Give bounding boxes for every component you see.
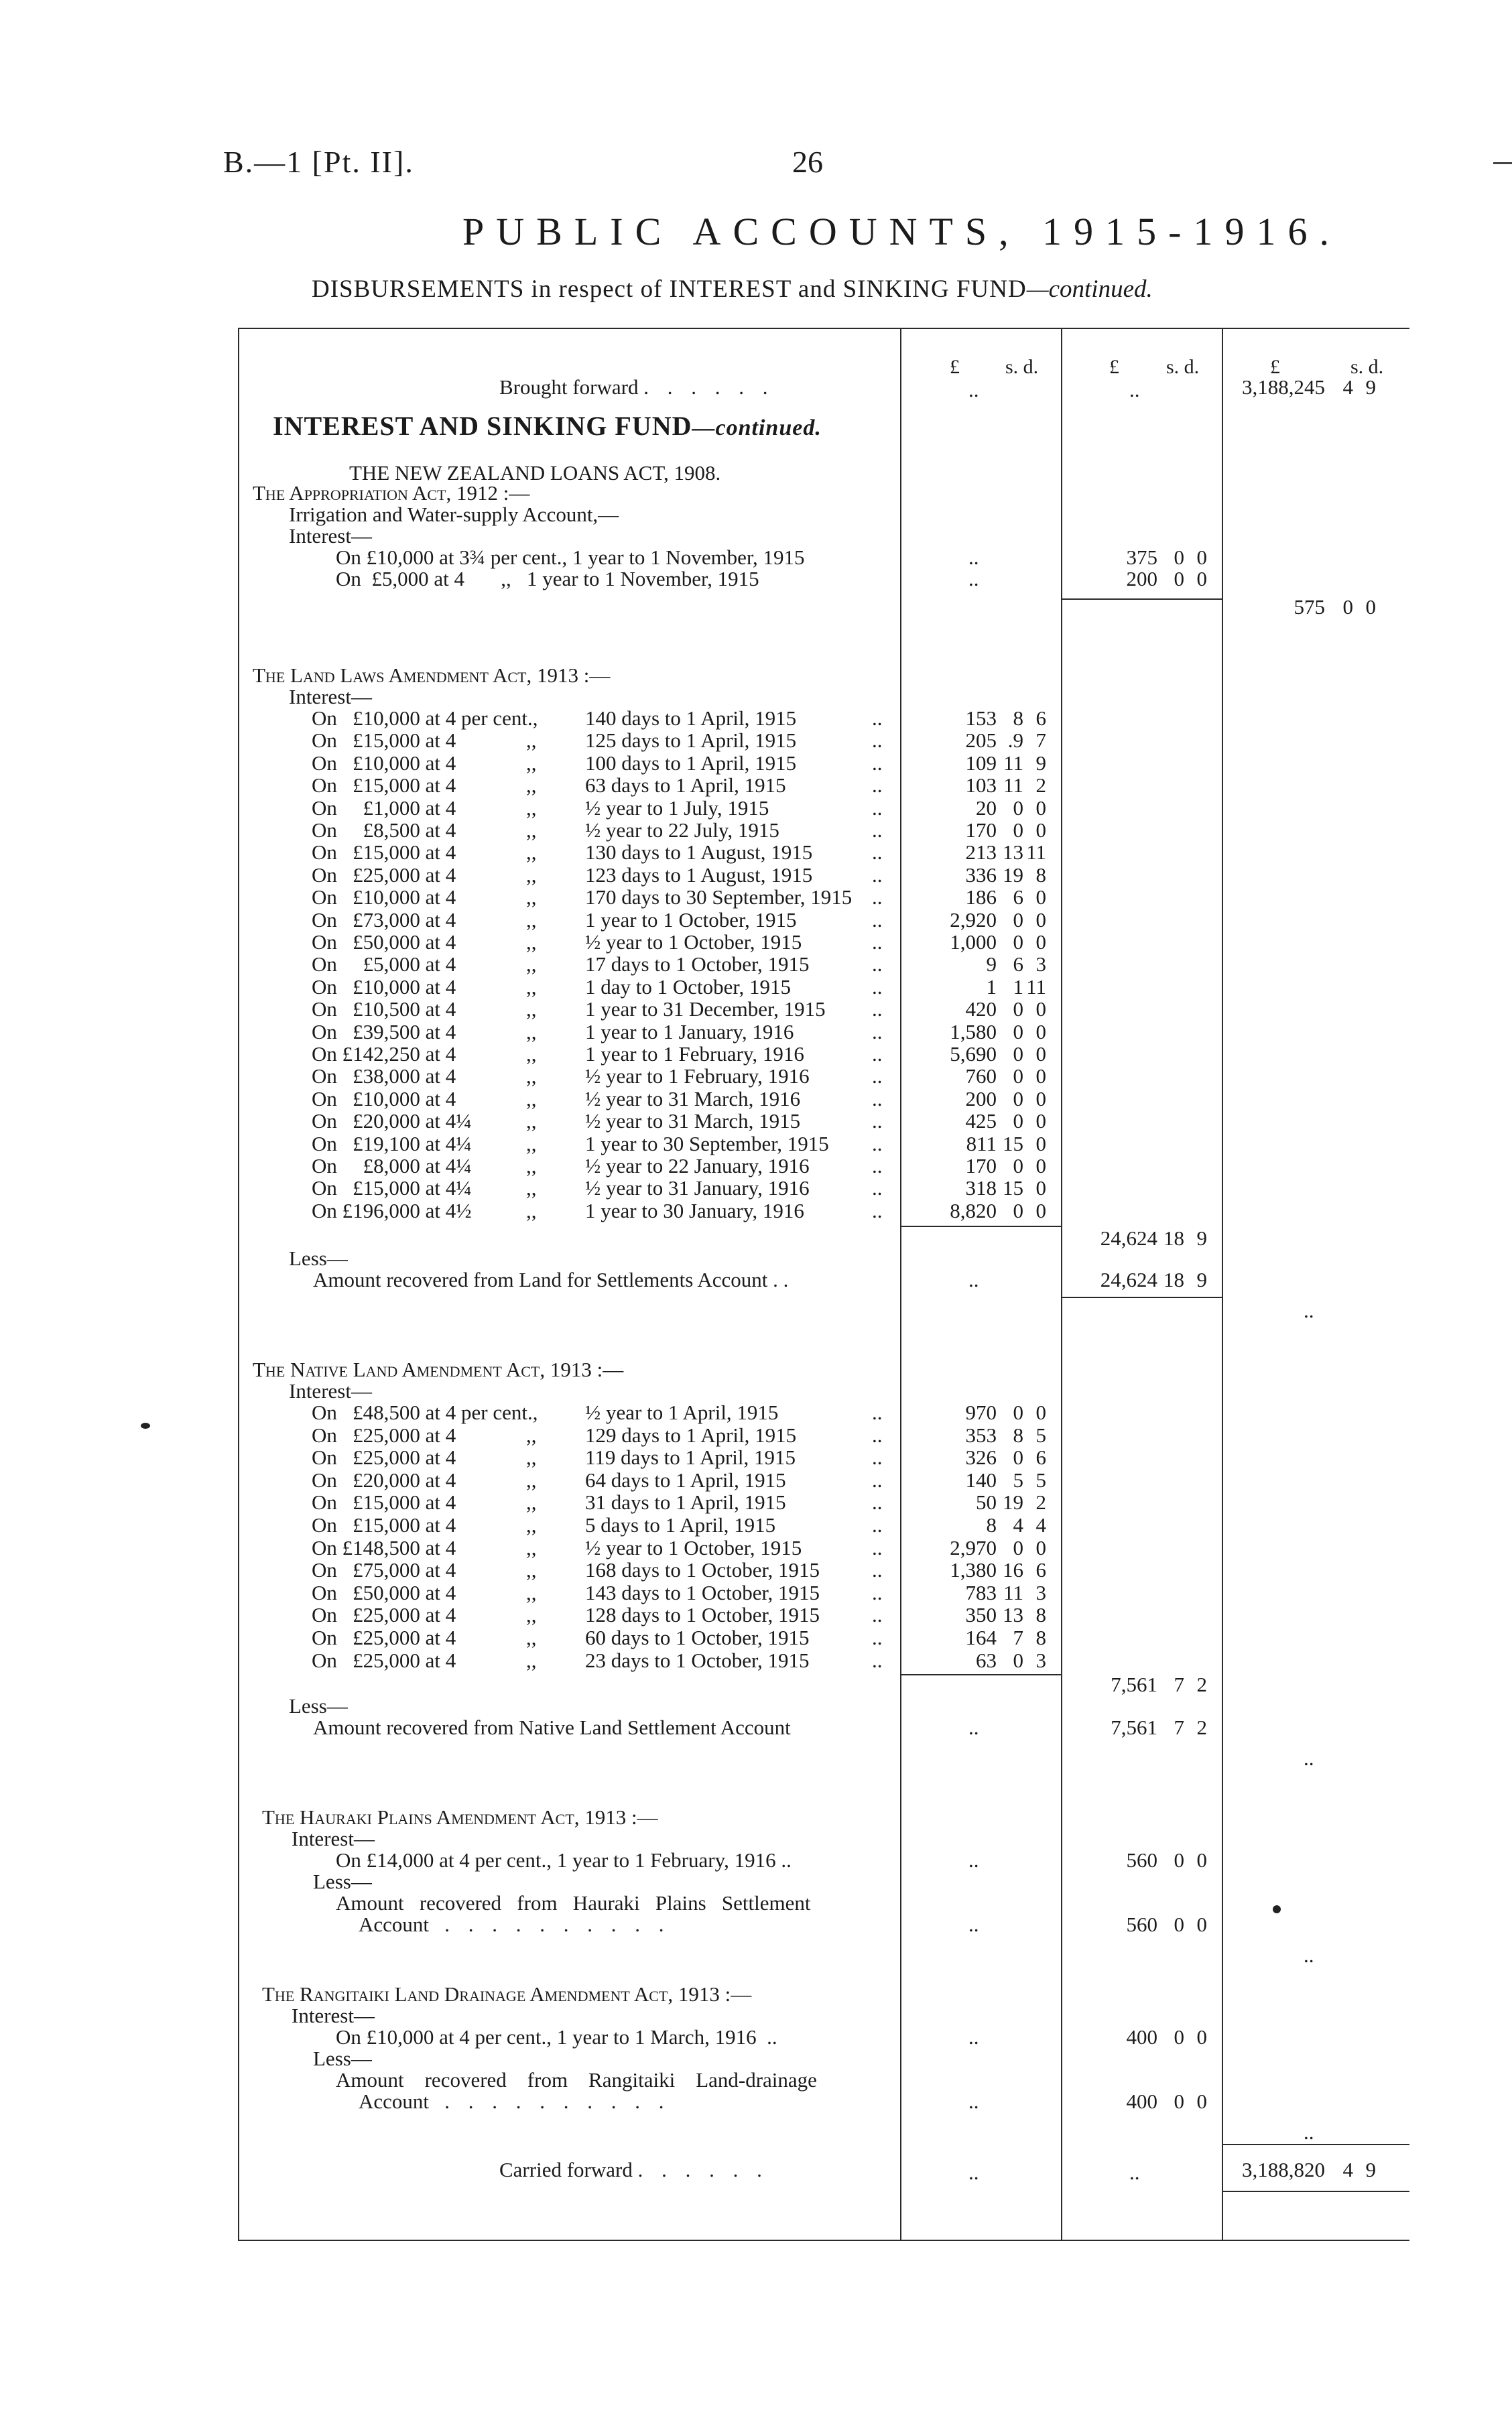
land-laws-recovered-label: Amount recovered from Land for Settlements Account . .: [313, 1268, 789, 1291]
hauraki-row-dots: ..: [968, 1848, 979, 1872]
land-laws-row-term: ½ year to 22 July, 1915: [585, 818, 779, 842]
native-land-row-principal: On £25,000 at 4: [312, 1603, 456, 1627]
land-laws-row-term: ½ year to 31 January, 1916: [585, 1176, 810, 1200]
land-laws-row-term: 1 year to 31 December, 1915: [585, 997, 826, 1021]
land-laws-interest-label: Interest—: [289, 685, 372, 708]
land-laws-row-dots: ..: [872, 773, 883, 797]
native-land-row-dots: ..: [872, 1603, 883, 1627]
hauraki-recovered-dots: ..: [968, 1913, 979, 1936]
native-land-row-term: 23 days to 1 October, 1915: [585, 1648, 810, 1672]
land-laws-row-term: 1 year to 30 September, 1915: [585, 1131, 829, 1155]
col3-rule: [1222, 328, 1223, 2241]
rangitaiki-row-dots: ..: [968, 2025, 979, 2049]
land-laws-row-principal: On £1,000 at 4: [312, 795, 456, 820]
native-land-row-ditto: ,,: [526, 1648, 537, 1672]
land-laws-row-ditto: ,,: [526, 952, 537, 976]
land-laws-row-term: 1 year to 1 February, 1916: [585, 1042, 804, 1066]
land-laws-row-term: 130 days to 1 August, 1915: [585, 840, 813, 865]
native-land-row-ditto: ,,: [526, 1490, 537, 1515]
native-land-row-dots: ..: [872, 1490, 883, 1515]
brought-forward-col1-dots: ..: [968, 378, 979, 401]
land-laws-row-dots: ..: [872, 862, 883, 887]
hauraki-less-label: Less—: [313, 1870, 372, 1893]
native-land-row-principal: On £25,000 at 4: [312, 1423, 456, 1447]
native-land-row-term: 31 days to 1 April, 1915: [585, 1490, 786, 1515]
native-land-row-principal: On £50,000 at 4: [312, 1580, 456, 1604]
native-land-row-term: ½ year to 1 October, 1915: [585, 1535, 802, 1559]
native-land-recovered-label: Amount recovered from Native Land Settlement Account: [313, 1716, 791, 1739]
land-laws-row-ditto: ,,: [526, 728, 537, 753]
land-laws-row-principal: On £39,500 at 4: [312, 1019, 456, 1043]
land-laws-row-term: ½ year to 31 March, 1916: [585, 1086, 801, 1110]
rangitaiki-total-dots: ..: [1304, 2120, 1314, 2144]
native-land-row-principal: On £148,500 at 4: [312, 1535, 456, 1559]
col3-sd-header: s. d.: [1350, 356, 1384, 378]
land-laws-row-term: 125 days to 1 April, 1915: [585, 728, 797, 753]
land-laws-row-ditto: ,,: [526, 974, 537, 999]
land-laws-row-principal: On £196,000 at 4½: [312, 1198, 472, 1222]
carried-forward-col1-dots: ..: [968, 2161, 979, 2184]
land-laws-row-term: 140 days to 1 April, 1915: [585, 706, 797, 730]
land-laws-row-dots: ..: [872, 840, 883, 865]
land-laws-row-ditto: ,,: [526, 930, 537, 954]
land-laws-row-term: 1 year to 30 January, 1916: [585, 1198, 804, 1222]
land-laws-row-dots: ..: [872, 1154, 883, 1177]
hauraki-interest-label: Interest—: [292, 1827, 375, 1850]
col2-pound-header: £: [1109, 356, 1119, 378]
native-land-row-ditto: ,,: [526, 1558, 537, 1582]
land-laws-row-dots: ..: [872, 974, 883, 999]
rangitaiki-interest-label: Interest—: [292, 2004, 375, 2027]
native-land-row-principal: On £25,000 at 4: [312, 1648, 456, 1672]
loans-row-1-dots: ..: [968, 546, 979, 569]
native-land-row-dots: ..: [872, 1513, 883, 1537]
land-laws-row-ditto: ,,: [526, 795, 537, 820]
native-land-row-dots: ..: [872, 1423, 883, 1447]
hauraki-recovered-line1: Amount recovered from Hauraki Plains Settlement: [336, 1891, 811, 1915]
native-land-row-principal: On £48,500 at 4 per cent.,: [312, 1401, 538, 1424]
loans-row-2: On £5,000 at 4 ,, 1 year to 1 November, 1915: [336, 567, 759, 590]
hauraki-recovered-line2: Account . . . . . . . . . .: [359, 1913, 671, 1936]
native-land-row-dots: ..: [872, 1648, 883, 1672]
native-land-sum-rule: [901, 1674, 1061, 1675]
native-land-row-term: 119 days to 1 April, 1915: [585, 1446, 796, 1470]
native-land-row-term: 60 days to 1 October, 1915: [585, 1626, 810, 1649]
native-land-row-ditto: ,,: [526, 1513, 537, 1537]
col1-rule: [900, 328, 901, 2241]
native-land-row-principal: On £25,000 at 4: [312, 1626, 456, 1649]
speck-mark: [141, 1423, 150, 1429]
land-laws-row-principal: On £5,000 at 4: [312, 952, 456, 976]
land-laws-row-term: 100 days to 1 April, 1915: [585, 751, 797, 775]
hauraki-total-dots: ..: [1304, 1943, 1314, 1967]
native-land-row-term: 129 days to 1 April, 1915: [585, 1423, 797, 1447]
appropriation-act-title: The Appropriation Act, 1912 :—: [253, 481, 530, 505]
native-land-row-term: 143 days to 1 October, 1915: [585, 1580, 820, 1604]
native-land-row-ditto: ,,: [526, 1423, 537, 1447]
native-land-row-principal: On £15,000 at 4: [312, 1513, 456, 1537]
land-laws-row-dots: ..: [872, 885, 883, 909]
land-laws-row-ditto: ,,: [526, 997, 537, 1021]
land-laws-close-rule: [1062, 1297, 1222, 1298]
native-land-less-label: Less—: [289, 1694, 348, 1718]
table-left-rule: [238, 328, 239, 2241]
land-laws-row-term: 123 days to 1 August, 1915: [585, 862, 813, 887]
carried-forward-rule: [1223, 2144, 1409, 2145]
carried-forward-col2-dots: ..: [1129, 2161, 1140, 2184]
land-laws-row-dots: ..: [872, 728, 883, 753]
loans-act-title: THE NEW ZEALAND LOANS ACT, 1908.: [349, 461, 721, 485]
land-laws-total-dots: ..: [1304, 1299, 1314, 1322]
land-laws-row-principal: On £10,000 at 4: [312, 885, 456, 909]
loans-sum-rule: [1062, 598, 1222, 600]
land-laws-row-principal: On £10,000 at 4 per cent.,: [312, 706, 538, 730]
document-reference: B.—1 [Pt. II].: [223, 145, 414, 179]
land-laws-row-ditto: ,,: [526, 1154, 537, 1177]
subtitle: [312, 275, 1153, 304]
land-laws-row-dots: ..: [872, 930, 883, 954]
native-land-row-term: 5 days to 1 April, 1915: [585, 1513, 776, 1537]
native-land-row-dots: ..: [872, 1558, 883, 1582]
land-laws-row-ditto: ,,: [526, 773, 537, 797]
land-laws-row-principal: On £8,000 at 4¼: [312, 1154, 472, 1177]
land-laws-row-term: ½ year to 22 January, 1916: [585, 1154, 810, 1177]
land-laws-row-principal: On £20,000 at 4¼: [312, 1109, 472, 1133]
subtitle-text: DISBURSEMENTS in respect of INTEREST and SINKING FUND: [312, 275, 1027, 303]
land-laws-row-dots: ..: [872, 795, 883, 820]
land-laws-recovered-dots: ..: [968, 1268, 979, 1291]
native-land-row-ditto: ,,: [526, 1626, 537, 1649]
loans-interest-label: Interest—: [289, 524, 372, 548]
hauraki-row: On £14,000 at 4 per cent., 1 year to 1 February, 1916 ..: [336, 1848, 792, 1872]
land-laws-row-principal: On £142,250 at 4: [312, 1042, 456, 1066]
land-laws-row-dots: ..: [872, 952, 883, 976]
land-laws-row-principal: On £10,000 at 4: [312, 974, 456, 999]
land-laws-row-term: 1 day to 1 October, 1915: [585, 974, 791, 999]
land-laws-row-principal: On £10,500 at 4: [312, 997, 456, 1021]
land-laws-row-principal: On £15,000 at 4¼: [312, 1176, 472, 1200]
land-laws-row-principal: On £15,000 at 4: [312, 773, 456, 797]
main-title: PUBLIC ACCOUNTS, 1915-1916.: [462, 210, 1341, 253]
land-laws-row-dots: ..: [872, 1109, 883, 1133]
native-land-row-dots: ..: [872, 1580, 883, 1604]
land-laws-row-principal: On £19,100 at 4¼: [312, 1131, 472, 1155]
land-laws-row-term: ½ year to 31 March, 1915: [585, 1109, 801, 1133]
margin-dash: [1493, 162, 1512, 164]
native-land-row-term: 168 days to 1 October, 1915: [585, 1558, 820, 1582]
land-laws-row-dots: ..: [872, 818, 883, 842]
land-laws-row-term: 170 days to 30 September, 1915: [585, 885, 853, 909]
land-laws-row-ditto: ,,: [526, 818, 537, 842]
land-laws-row-dots: ..: [872, 1019, 883, 1043]
col2-rule: [1061, 328, 1062, 2241]
land-laws-row-ditto: ,,: [526, 885, 537, 909]
land-laws-row-term: ½ year to 1 February, 1916: [585, 1064, 810, 1088]
rangitaiki-recovered-dots: ..: [968, 2090, 979, 2113]
land-laws-row-dots: ..: [872, 907, 883, 932]
land-laws-row-dots: ..: [872, 1042, 883, 1066]
land-laws-row-dots: ..: [872, 997, 883, 1021]
land-laws-row-dots: ..: [872, 1198, 883, 1222]
native-land-row-dots: ..: [872, 1446, 883, 1470]
subtitle-continued: —continued.: [1026, 275, 1153, 303]
land-laws-row-ditto: ,,: [526, 907, 537, 932]
land-laws-sum-rule: [901, 1226, 1061, 1227]
land-laws-less-label: Less—: [289, 1246, 348, 1270]
col2-sd-header: s. d.: [1166, 356, 1200, 378]
land-laws-row-term: ½ year to 1 October, 1915: [585, 930, 802, 954]
native-land-row-ditto: ,,: [526, 1468, 537, 1492]
land-laws-row-ditto: ,,: [526, 862, 537, 887]
land-laws-row-term: 1 year to 1 October, 1915: [585, 907, 797, 932]
col1-sd-header: s. d.: [1005, 356, 1039, 378]
land-laws-row-ditto: ,,: [526, 1086, 537, 1110]
land-laws-row-ditto: ,,: [526, 1019, 537, 1043]
land-laws-row-term: 17 days to 1 October, 1915: [585, 952, 810, 976]
land-laws-row-dots: ..: [872, 1176, 883, 1200]
native-land-row-ditto: ,,: [526, 1535, 537, 1559]
page-number: 26: [792, 145, 823, 179]
native-land-row-principal: On £75,000 at 4: [312, 1558, 456, 1582]
land-laws-row-dots: ..: [872, 1064, 883, 1088]
native-land-row-principal: On £15,000 at 4: [312, 1490, 456, 1515]
land-laws-row-ditto: ,,: [526, 1176, 537, 1200]
loans-row-2-dots: ..: [968, 567, 979, 590]
native-land-row-principal: On £25,000 at 4: [312, 1446, 456, 1470]
land-laws-row-term: 1 year to 1 January, 1916: [585, 1019, 794, 1043]
table-bottom-rule: [238, 2240, 1409, 2241]
col1-pound-header: £: [950, 356, 960, 378]
land-laws-row-dots: ..: [872, 1086, 883, 1110]
section-title: INTEREST AND SINKING FUND—continued.: [273, 411, 822, 441]
native-land-row-term: 64 days to 1 April, 1915: [585, 1468, 786, 1492]
land-laws-row-principal: On £50,000 at 4: [312, 930, 456, 954]
col3-pound-header: £: [1270, 356, 1280, 378]
native-land-row-ditto: ,,: [526, 1580, 537, 1604]
rangitaiki-less-label: Less—: [313, 2047, 372, 2070]
irrigation-account-label: Irrigation and Water-supply Account,—: [289, 503, 619, 526]
land-laws-row-principal: On £73,000 at 4: [312, 907, 456, 932]
land-laws-row-principal: On £25,000 at 4: [312, 862, 456, 887]
land-laws-row-principal: On £38,000 at 4: [312, 1064, 456, 1088]
native-land-row-dots: ..: [872, 1401, 883, 1424]
native-land-row-dots: ..: [872, 1468, 883, 1492]
brought-forward-col2-dots: ..: [1129, 378, 1140, 401]
land-laws-row-ditto: ,,: [526, 1131, 537, 1155]
hauraki-title: The Hauraki Plains Amendment Act, 1913 :—: [262, 1805, 658, 1829]
land-laws-row-ditto: ,,: [526, 751, 537, 775]
rangitaiki-recovered-line2: Account . . . . . . . . . .: [359, 2090, 671, 2113]
land-laws-row-ditto: ,,: [526, 840, 537, 865]
rangitaiki-title: The Rangitaiki Land Drainage Amendment Act, 1913 :—: [262, 1982, 752, 2006]
native-land-row-ditto: ,,: [526, 1603, 537, 1627]
native-land-row-ditto: ,,: [526, 1446, 537, 1470]
loans-row-1: On £10,000 at 3¾ per cent., 1 year to 1 November, 1915: [336, 546, 805, 569]
land-laws-row-ditto: ,,: [526, 1109, 537, 1133]
native-land-recovered-dots: ..: [968, 1716, 979, 1739]
land-laws-row-dots: ..: [872, 1131, 883, 1155]
native-land-interest-label: Interest—: [289, 1379, 372, 1403]
land-laws-row-principal: On £10,000 at 4: [312, 1086, 456, 1110]
land-laws-row-ditto: ,,: [526, 1064, 537, 1088]
native-land-row-dots: ..: [872, 1535, 883, 1559]
native-land-title: The Native Land Amendment Act, 1913 :—: [253, 1358, 624, 1381]
native-land-row-term: ½ year to 1 April, 1915: [585, 1401, 779, 1424]
table-top-rule: [238, 328, 1409, 329]
carried-forward-label: Carried forward . . . . . .: [499, 2158, 769, 2181]
land-laws-row-ditto: ,,: [526, 1198, 537, 1222]
land-laws-row-principal: On £10,000 at 4: [312, 751, 456, 775]
native-land-row-term: 128 days to 1 October, 1915: [585, 1603, 820, 1627]
native-land-row-dots: ..: [872, 1626, 883, 1649]
land-laws-row-dots: ..: [872, 706, 883, 730]
native-land-row-principal: On £20,000 at 4: [312, 1468, 456, 1492]
land-laws-row-term: ½ year to 1 July, 1915: [585, 795, 769, 820]
land-laws-row-principal: On £15,000 at 4: [312, 840, 456, 865]
land-laws-row-principal: On £15,000 at 4: [312, 728, 456, 753]
carried-forward-under-rule: [1223, 2191, 1409, 2192]
land-laws-row-dots: ..: [872, 751, 883, 775]
land-laws-title: The Land Laws Amendment Act, 1913 :—: [253, 663, 611, 687]
land-laws-row-ditto: ,,: [526, 1042, 537, 1066]
ledger-table: £ s. d. £ s. d. £ s. d. Brought forward . . . . . . .. .. 3,188,245 4 9 INTEREST AND SINKING FUND—continued. THE NEW ZEALAND LOANS ACT, 1908. The Appropriation Act, 1912 :— Irrigation and Water-supply Account,— Interest— On £10,000 at 3¾ per cent., 1 year to 1 November, 1915 On £5,000 at 4 ,, 1 year to 1 November, 1915 .. .. 375 0 0 200 0 0 575 0 0 The Land Laws Amendment Act, 1913 :— Interest— On £10,000 at 4 per cent., 140 days to 1 April, 1915 .. 153 8 6 On £15,000 at 4 ,, 125 days to 1 April, 1915 .. 205 .9 7 On £10,000 at 4 ,, 100 days to 1 April, 1915 .. 109 11 9 On £15,000 at 4 ,, 63 days to 1 April, 1915 .. 103 11 2 On £1,000 at 4 ,, ½ year to 1 July, 1915 .. 20 0 0 On £8,500 at 4 ,, ½ year to 22 July, 1915 .. 170 0 0 On £15,000 at 4 ,, 130 days to 1 August, 1915 .. 213 13 11 On £25,000 at 4 ,, 123 days to 1 August, 1915 .. 336 19 8 On £10,000 at 4 ,, 170 days to 30 September, 1915 .. 186 6 0 On £73,000 at 4 ,, 1 year to 1 October, 1915 .. 2,920 0 0 On £50,000 at 4 ,, ½ year to 1 October, 1915 .. 1,000 0 0 On £5,000 at 4 ,, 17 days to 1 October, 1915 .. 9 6 3 On £10,000 at 4 ,, 1 day to 1 October, 1915 .. 1 1 11 On £10,500 at 4 ,, 1 year to 31 December, 1915 .. 420 0 0 On £39,500 at 4 ,, 1 year to 1 January, 1916 .. 1,580 0 0 On £142,250 at 4 ,, 1 year to 1 February, 1916 .. 5,690 0 0 On £38,000 at 4 ,, ½ year to 1 February, 1916 .. 760 0 0 On £10,000 at 4 ,, ½ year to 31 March, 1916 .. 200 0 0 On £20,000 at 4¼ ,, ½ year to 31 March, 1915 .. 425 0 0 On £19,100 at 4¼ ,, 1 year to 30 September, 1915 .. 811 15 0 On £8,000 at 4¼ ,, ½ year to 22 January, 1916 .. 170 0 0 On £15,000 at 4¼ ,, ½ year to 31 January, 1916 .. 318 15 0 On £196,000 at 4½ ,, 1 year to 30 January, 1916 .. 8,820 0 0 24,624 18 9 Less— Amount recovered from Land for Settlements Account . . .. 24,624 18 9 .. The Native Land Amendment Act, 1913 :— Interest— On £48,500 at 4 per cent., ½ year to 1 April, 1915 .. 970 0 0 On £25,000 at 4 ,, 129 days to 1 April, 1915 .. 353 8 5 On £25,000 at 4 ,, 119 days to 1 April, 1915 .. 326 0 6 On £20,000 at 4 ,, 64 days to 1 April, 1915 .. 140 5 5 On £15,000 at 4 ,, 31 days to 1 April, 1915 .. 50 19 2 On £15,000 at 4 ,, 5 days to 1 April, 1915 .. 8 4 4 On £148,500 at 4 ,, ½ year to 1 October, 1915 .. 2,970 0 0 On £75,000 at 4 ,, 168 days to 1 October, 1915 .. 1,380 16 6 On £50,000 at 4 ,, 143 days to 1 October, 1915 .. 783 11 3 On £25,000 at 4 ,, 128 days to 1 October, 1915 .. 350 13 8 On £25,000 at 4 ,, 60 days to 1 October, 1915 .. 164 7 8 On £25,000 at 4 ,, 23 days to 1 October, 1915 .. 63 0 3 7,561 7 2 Less— Amount recovered from Native Land Settlement Account .. 7,561 7 2 .. The Hauraki Plains Amendment Act, 1913 :— Interest— On £14,000 at 4 per cent., 1 year to 1 February, 1916 .. .. 560 0 0 Less— Amount recovered from Hauraki Plains Settlement Account . . . . . . . . . . .. 560 0 0 .. The Rangitaiki Land Drainage Amendment Act, 1913 :— Interest— On £10,000 at 4 per cent., 1 year to 1 March, 1916 .. .. 400 0 0 Less— Amount recovered from Rangitaiki Land-drainage Account . . . . . . . . . . .. 400 0 0 .. Carried forward . . . . . . .. .. 3,188,820 4 9: [238, 328, 1409, 2241]
brought-forward-label: Brought forward . . . . . .: [499, 375, 775, 399]
rangitaiki-recovered-line1: Amount recovered from Rangitaiki Land-drainage: [336, 2068, 817, 2092]
native-land-total-dots: ..: [1304, 1746, 1314, 1770]
land-laws-row-principal: On £8,500 at 4: [312, 818, 456, 842]
land-laws-row-term: 63 days to 1 April, 1915: [585, 773, 786, 797]
rangitaiki-row: On £10,000 at 4 per cent., 1 year to 1 March, 1916 ..: [336, 2025, 777, 2049]
